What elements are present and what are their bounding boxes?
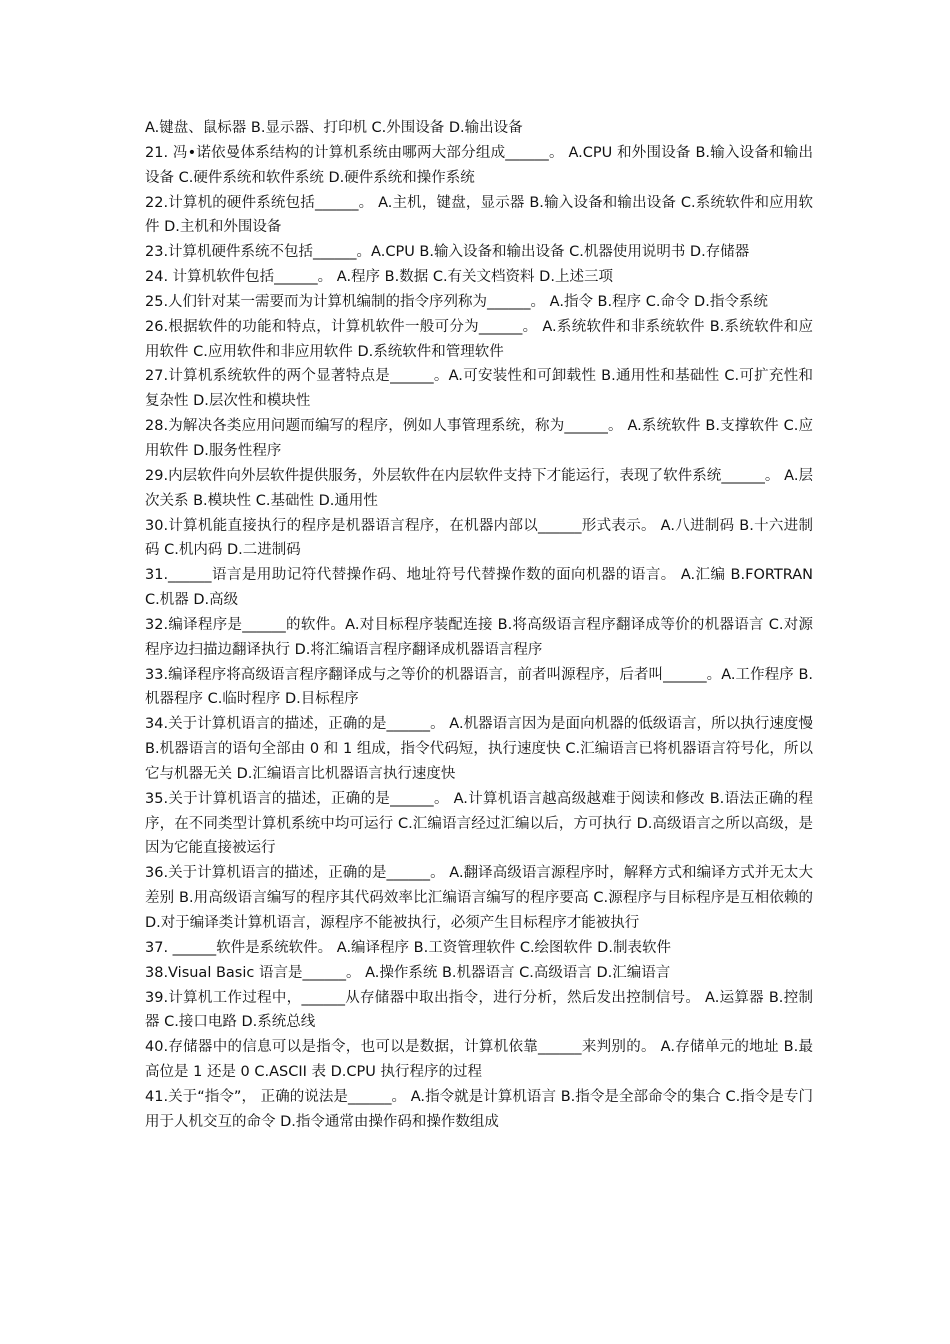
option-line-20: A.键盘、鼠标器 B.显示器、打印机 C.外围设备 D.输出设备 <box>145 120 523 136</box>
question-21: 21. 冯•诺依曼体系结构的计算机系统由哪两大部分组成______。 A.CPU 和外围设备 B.输入设备和输出设备 C.硬件系统和软件系统 D.硬件系统和操作系统 <box>145 144 813 186</box>
question-30: 30.计算机能直接执行的程序是机器语言程序，在机器内部以______形式表示。 A.八进制码 B.十六进制码 C.机内码 D.二进制码 <box>145 517 813 559</box>
question-32: 32.编译程序是______的软件。A.对目标程序装配连接 B.将高级语言程序翻译成等价的机器语言 C.对源程序边扫描边翻译执行 D.将汇编语言程序翻译成机器语言程序 <box>145 616 813 658</box>
question-28: 28.为解决各类应用问题而编写的程序，例如人事管理系统，称为______。 A.系统软件 B.支撑软件 C.应用软件 D.服务性程序 <box>145 418 813 459</box>
question-38: 38.Visual Basic 语言是______。 A.操作系统 B.机器语言 C.高级语言 D.汇编语言 <box>145 964 671 981</box>
question-26: 26.根据软件的功能和特点，计算机软件一般可分为______。 A.系统软件和非系统软件 B.系统软件和应用软件 C.应用软件和非应用软件 D.系统软件和管理软件 <box>145 318 813 360</box>
question-39: 39.计算机工作过程中，______从存储器中取出指令，进行分析，然后发出控制信号。 A.运算器 B.控制器 C.接口电路 D.系统总线 <box>145 989 813 1031</box>
question-33: 33.编译程序将高级语言程序翻译成与之等价的机器语言，前者叫源程序，后者叫______。A.工作程序 B.机器程序 C.临时程序 D.目标程序 <box>145 666 813 708</box>
question-24: 24. 计算机软件包括______。 A.程序 B.数据 C.有关文档资料 D.上述三项 <box>145 269 613 286</box>
question-34: 34.关于计算机语言的描述，正确的是______。 A.机器语言因为是面向机器的低级语言，所以执行速度慢 B.机器语言的语句全部由 0 和 1 组成，指令代码短，执行速度快 C.汇编语言已将机器语言符号化，所以它与机器无关 D.汇编语言比机器语言执行速度快 <box>145 716 813 782</box>
document-page <box>145 116 813 1135</box>
question-23: 23.计算机硬件系统不包括______。A.CPU B.输入设备和输出设备 C.机器使用说明书 D.存储器 <box>145 244 750 261</box>
question-22: 22.计算机的硬件系统包括______。 A.主机，键盘，显示器 B.输入设备和输出设备 C.系统软件和应用软件 D.主机和外围设备 <box>145 194 813 236</box>
question-40: 40.存储器中的信息可以是指令，也可以是数据，计算机依靠______来判别的。 A.存储单元的地址 B.最高位是 1 还是 0 C.ASCII 表 D.CPU 执行程序的过程 <box>145 1039 813 1081</box>
question-31: 31.______语言是用助记符代替操作码、地址符号代替操作数的面向机器的语言。 A.汇编 B.FORTRAN C.机器 D.高级 <box>145 567 813 609</box>
question-35: 35.关于计算机语言的描述，正确的是______。 A.计算机语言越高级越难于阅读和修改 B.语法正确的程序，在不同类型计算机系统中均可运行 C.汇编语言经过汇编以后，方可执行 D.高级语言之所以高级，是因为它能直接被运行 <box>145 790 813 857</box>
question-25: 25.人们针对某一需要而为计算机编制的指令序列称为______。 A.指令 B.程序 C.命令 D.指令系统 <box>145 293 768 310</box>
question-29: 29.内层软件向外层软件提供服务，外层软件在内层软件支持下才能运行，表现了软件系统______。 A.层次关系 B.模块性 C.基础性 D.通用性 <box>145 467 813 509</box>
question-36: 36.关于计算机语言的描述，正确的是______。 A.翻译高级语言源程序时，解释方式和编译方式并无太大差别 B.用高级语言编写的程序其代码效率比汇编语言编写的程序要高 C.源程序与目标程序是互相依赖的 D.对于编译类计算机语言，源程序不能被执行，必须产生目标程序才能被执行 <box>145 865 813 931</box>
question-37: 37. ______软件是系统软件。 A.编译程序 B.工资管理软件 C.绘图软件 D.制表软件 <box>145 939 671 956</box>
question-27: 27.计算机系统软件的两个显著特点是______。A.可安装性和可卸载性 B.通用性和基础性 C.可扩充性和复杂性 D.层次性和模块性 <box>145 368 813 410</box>
question-41: 41.关于“指令”， 正确的说法是______。 A.指令就是计算机语言 B.指令是全部命令的集合 C.指令是专门用于人机交互的命令 D.指令通常由操作码和操作数组成 <box>145 1088 813 1130</box>
